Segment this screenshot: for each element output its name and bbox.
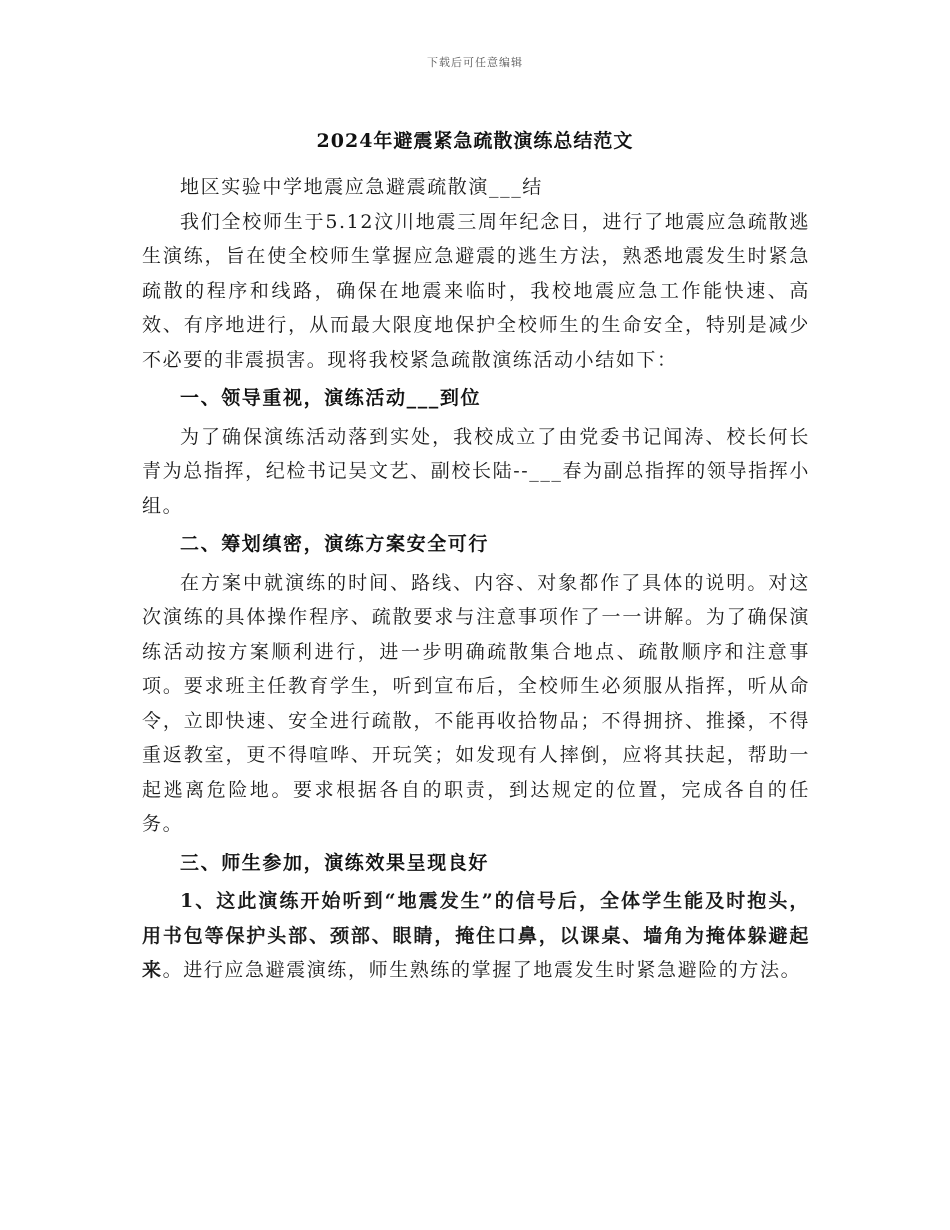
section-1-heading: 一、领导重视，演练活动___到位 (180, 387, 482, 409)
document-title: 2024年避震紧急疏散演练总结范文 (316, 130, 634, 152)
document-subtitle: 地区实验中学地震应急避震疏散演___结 (180, 176, 543, 198)
section-1-paragraph: 为了确保演练活动落到实处，我校成立了由党委书记闻涛、校长何长青为总指挥，纪检书记吴文艺、副校长陆--___春为副总指挥的领导指挥小组。 (142, 425, 810, 517)
section-3-item-1 (142, 884, 810, 988)
section-3-item-1-bold: 1、这此演练开始听到“地震发生”的信号后，全体学生能及时抱头，用书包等保护头部、颈部、眼睛，掩住口鼻，以课桌、墙角为掩体躲避起来 (142, 890, 810, 981)
document-body (142, 170, 810, 988)
section-2-paragraph: 在方案中就演练的时间、路线、内容、对象都作了具体的说明。对这次演练的具体操作程序、疏散要求与注意事项作了一一讲解。为了确保演练活动按方案顺利进行，进一步明确疏散集合地点、疏散顺序和注意事项。要求班主任教育学生，听到宣布后，全校师生必须服从指挥，听从命令，立即快速、安全进行疏散，不能再收拾物品；不得拥挤、推搡，不得重返教室，更不得喧哗、开玩笑；如发现有人摔倒，应将其扶起，帮助一起逃离危险地。要求根据各自的职责，到达规定的位置，完成各自的任务。 (142, 571, 810, 835)
section-3-item-1-rest: 。进行应急避震演练，师生熟练的掌握了地震发生时紧急避险的方法。 (162, 959, 802, 981)
section-2-heading: 二、筹划缜密，演练方案安全可行 (180, 533, 490, 555)
page-header: 下载后可任意编辑 (427, 56, 523, 69)
section-3-heading: 三、师生参加，演练效果呈现良好 (180, 851, 490, 874)
intro-paragraph: 我们全校师生于5.12汶川地震三周年纪念日，进行了地震应急疏散逃生演练，旨在使全校师生掌握应急避震的逃生方法，熟悉地震发生时紧急疏散的程序和线路，确保在地震来临时，我校地震应急工作能快速、高效、有序地进行，从而最大限度地保护全校师生的生命安全，特别是减少不必要的非震损害。现将我校紧急疏散演练活动小结如下： (142, 210, 810, 371)
